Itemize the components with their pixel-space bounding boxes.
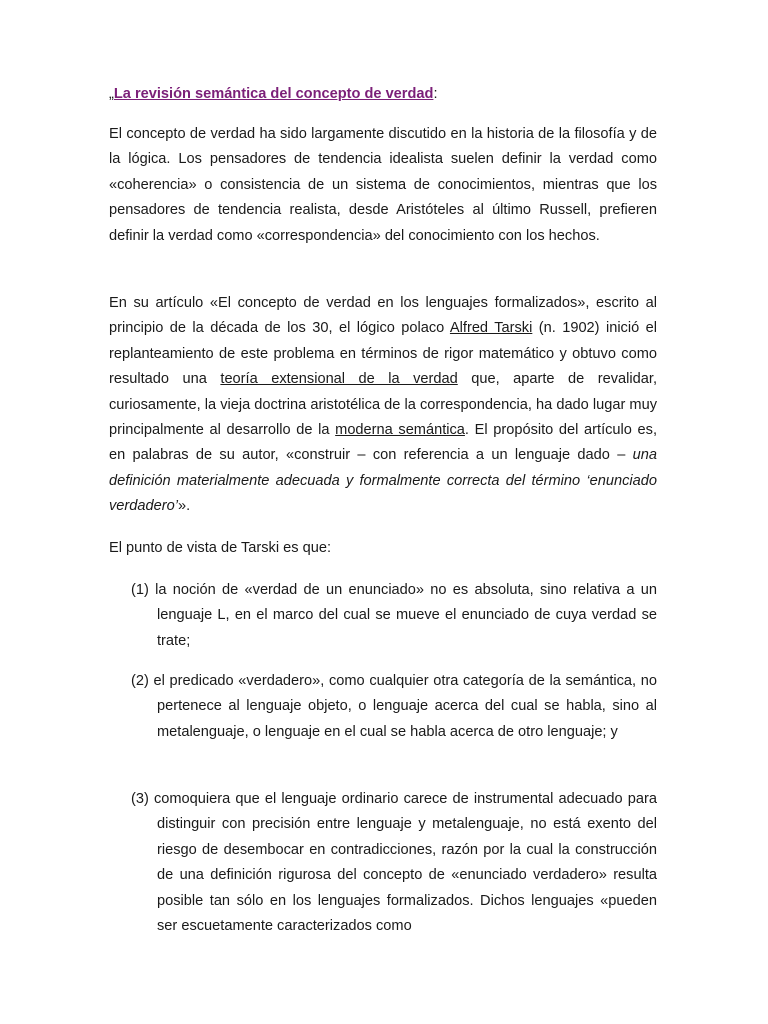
paragraph-1: El concepto de verdad ha sido largamente discutido en la historia de la filosofía y de la lógica. Los pensadores de tendencia idealista suelen definir la verdad como «coherencia» o consistencia de un sistema de conocimientos, mientras que los pensadores de tendencia realista, desde Aristóteles al último Russell, prefieren definir la verdad como «correspondencia» del conocimiento con los hechos.	[109, 126, 657, 244]
teoria-extensional-link[interactable]: teoría extensional de la verdad	[220, 371, 458, 388]
paragraph-2-text-3: que, aparte de revalidar, curiosamente, la vieja doctrina aristotélica de la correspondencia, ha dado lugar muy principalmente al desarrollo de la	[109, 371, 657, 439]
section-title	[109, 86, 438, 102]
paragraph-2-text-5: ».	[177, 498, 191, 515]
moderna-semantica-link[interactable]: moderna semántica	[335, 422, 465, 439]
paragraph-2-italic: una definición materialmente adecuada y formalmente correcta del término ‘enunciado verdadero’	[109, 447, 657, 515]
paragraph-3: El punto de vista de Tarski es que:	[109, 540, 332, 556]
alfred-tarski-link[interactable]: Alfred Tarski	[449, 320, 533, 337]
title-link[interactable]: La revisión semántica del concepto de verdad	[113, 86, 434, 102]
title-suffix: :	[433, 86, 438, 102]
list-item-1: (1) la noción de «verdad de un enunciado» no es absoluta, sino relativa a un lenguaje L, en el marco del cual se mueve el enunciado de cuya verdad se trate;	[131, 582, 657, 649]
paragraph-2	[109, 291, 657, 520]
list-item-3: (3) comoquiera que el lenguaje ordinario carece de instrumental adecuado para distinguir con precisión entre lenguaje y metalenguaje, no está exento del riesgo de desembocar en contradicciones, razón por la cual la construcción de una definición rigurosa del concepto de «enunciado verdadero» resulta posible tan sólo en los lenguajes formalizados. Dichos lenguajes «pueden ser escuetamente caracterizados como	[131, 791, 657, 935]
paragraph-2-text-4: . El propósito del artículo es, en palabras de su autor, «construir – con referencia a un lenguaje dado –	[109, 422, 658, 464]
list-item-2: (2) el predicado «verdadero», como cualquier otra categoría de la semántica, no pertenece al lenguaje objeto, o lenguaje acerca del cual se habla, sino al metalenguaje, o lenguaje en el cual se habla acerca de otro lenguaje; y	[131, 673, 657, 740]
title-prefix: „	[109, 86, 114, 102]
paragraph-2-text-1: En su artículo «El concepto de verdad en los lenguajes formalizados», escrito al principio de la década de los 30, el lógico polaco	[109, 295, 657, 337]
paragraph-2-text-2: (n. 1902) inició el replanteamiento de este problema en términos de rigor matemático y obtuvo como resultado una	[109, 320, 657, 388]
